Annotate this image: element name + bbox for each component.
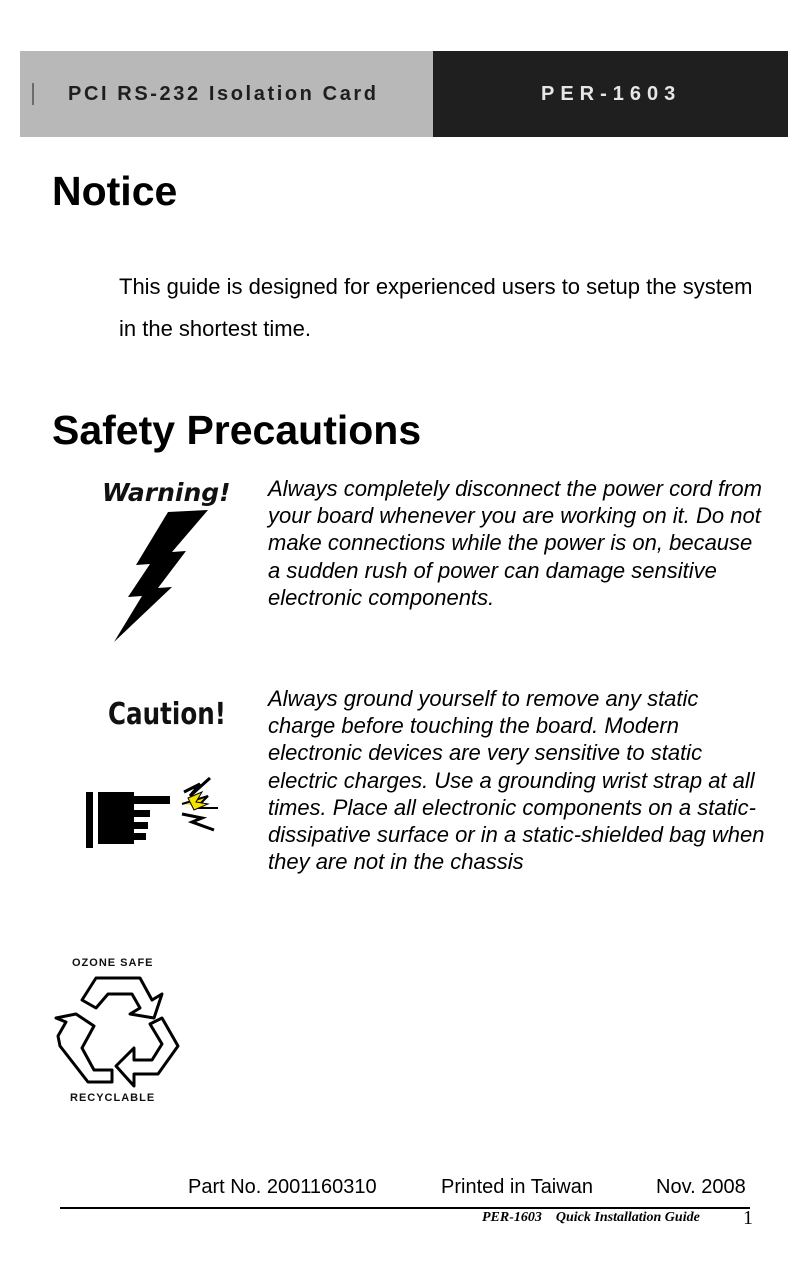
recycle-icon xyxy=(54,974,184,1089)
ozone-safe-label: OZONE SAFE xyxy=(72,957,154,969)
warning-text: Always completely disconnect the power cord from your board whenever you are working on it. Do not make connections while the power is on, because a sudden rush of power can damage sensitive electronic components. xyxy=(268,476,762,610)
footer-part-no: Part No. 2001160310 xyxy=(188,1176,377,1198)
page-number: 1 xyxy=(743,1207,753,1229)
hand-static-spark-icon xyxy=(84,770,224,850)
header-model-bar xyxy=(433,51,788,137)
footer-date: Nov. 2008 xyxy=(656,1176,746,1198)
header-model: PER-1603 xyxy=(541,83,682,105)
notice-heading: Notice xyxy=(52,168,178,214)
recyclable-label: RECYCLABLE xyxy=(70,1092,156,1104)
safety-heading: Safety Precautions xyxy=(52,407,422,453)
caution-label: Caution! xyxy=(108,697,227,732)
footer-guide xyxy=(482,1210,700,1226)
footer-rule xyxy=(60,1207,750,1209)
notice-text: This guide is designed for experienced users to setup the system in the shortest time. xyxy=(119,274,753,341)
footer-guide-title: Quick Installation Guide xyxy=(555,1210,700,1225)
footer-model: PER-1603 xyxy=(482,1210,542,1225)
warning-label: Warning! xyxy=(102,478,231,507)
header-title-bar xyxy=(20,51,433,137)
lightning-bolt-icon xyxy=(110,508,210,643)
footer-printed: Printed in Taiwan xyxy=(441,1176,593,1198)
header-tick xyxy=(32,83,34,105)
header-title: PCI RS-232 Isolation Card xyxy=(68,83,379,105)
caution-text: Always ground yourself to remove any static charge before touching the board. Modern electronic devices are very sensitive to static electric charges. Use a grounding wrist strap at all times. Place all electronic components on a static-dissipative surface or in a static-shielded bag when they are not in the chassis xyxy=(268,686,765,875)
